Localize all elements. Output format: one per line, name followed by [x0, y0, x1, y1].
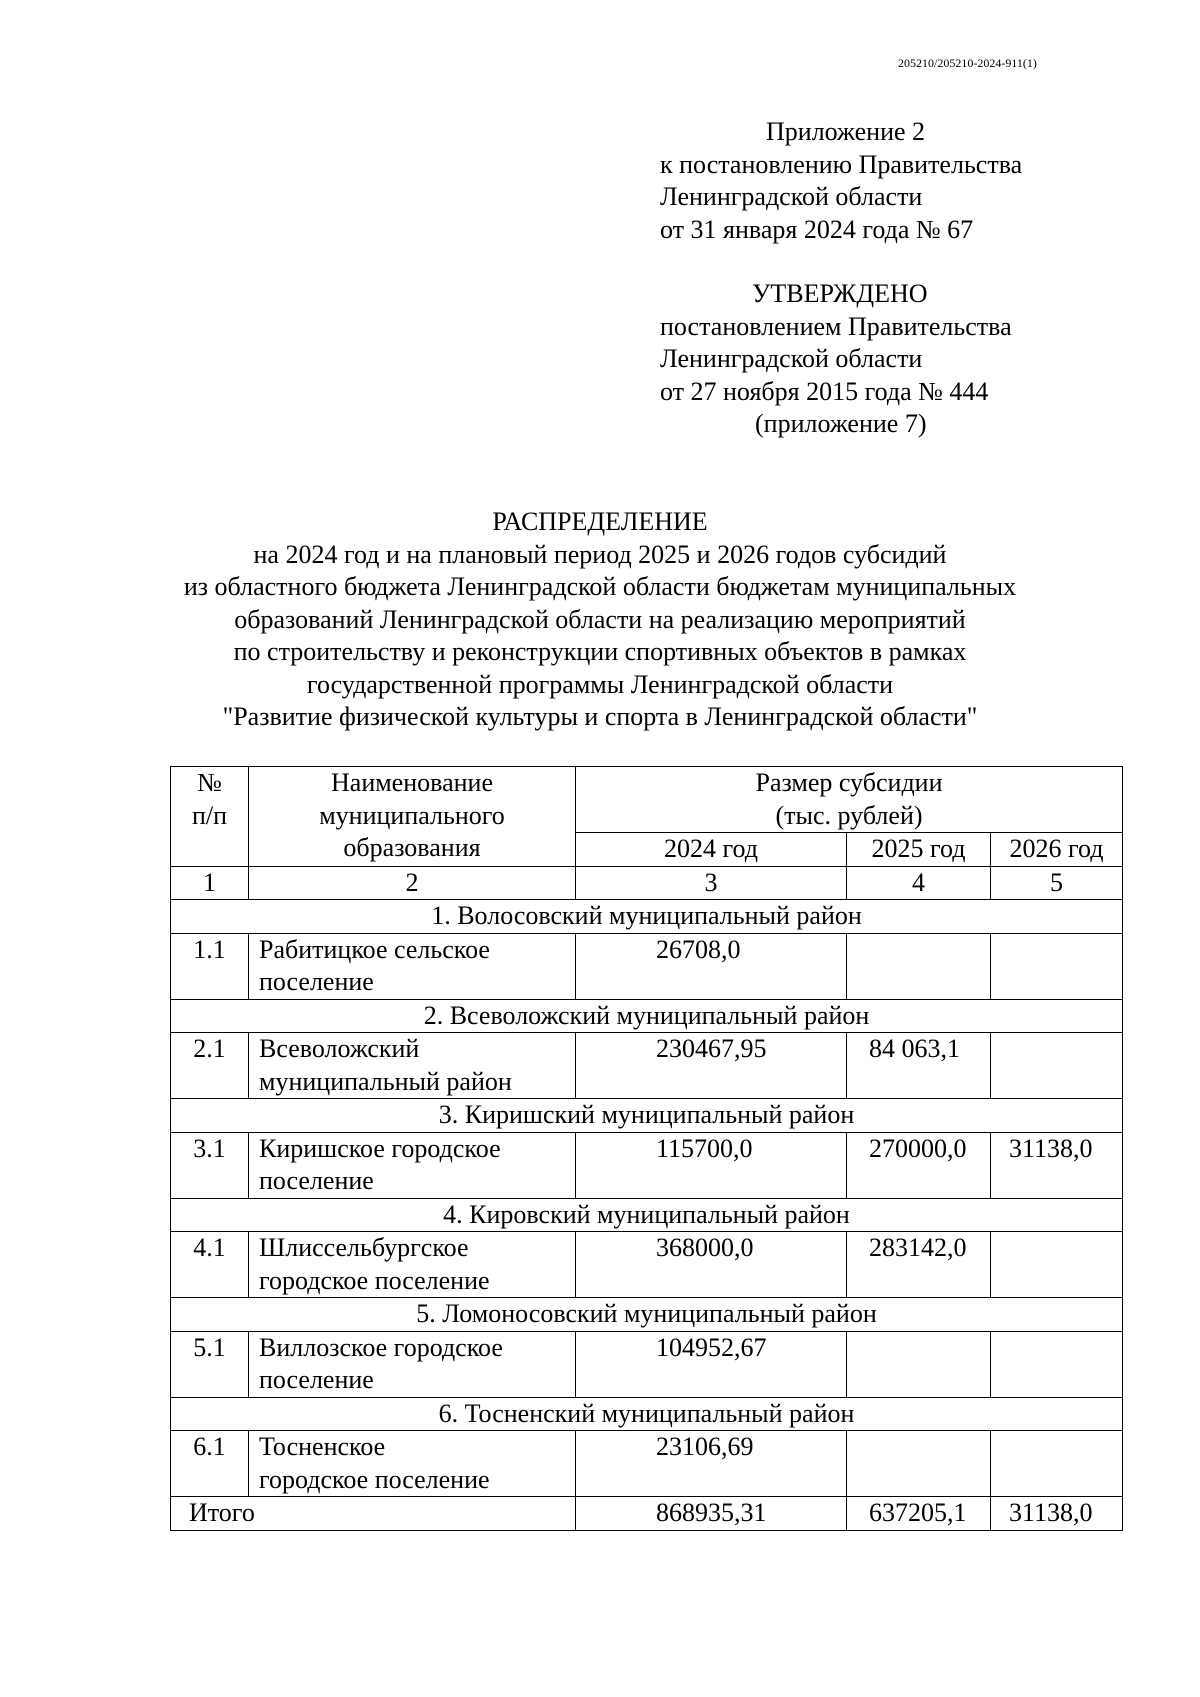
header-subsidy-size-cell: [576, 767, 1123, 833]
row-municipality-name: [249, 1232, 576, 1298]
district-group-row: [171, 900, 1123, 934]
row-value-2025: [847, 933, 991, 999]
row-value-2024: 368000,0: [576, 1232, 847, 1298]
appendix-line: Приложение 2: [766, 117, 926, 146]
row-number: 2.1: [171, 1033, 249, 1099]
row-value-2026: [991, 1033, 1123, 1099]
table-header-row: [171, 767, 1123, 833]
district-group-row: [171, 1298, 1123, 1332]
row-value-2026: [991, 1331, 1123, 1397]
row-municipality-name: [249, 933, 576, 999]
header-subsidy-line: Размер субсидии: [755, 768, 943, 797]
header-subsidy-line: (тыс. рублей): [775, 800, 923, 830]
column-number: 1: [171, 866, 249, 900]
approval-block: [660, 278, 1080, 441]
name-line: Киришское городское: [259, 1133, 501, 1163]
title-line: РАСПРЕДЕЛЕНИЕ: [492, 507, 708, 536]
table-row: [171, 1232, 1123, 1298]
approval-line: (приложение 7): [755, 409, 927, 438]
row-value-2024: 115700,0: [576, 1132, 847, 1198]
title-line: "Развитие физической культуры и спорта в Ленинградской области": [222, 702, 978, 731]
document-title: [100, 506, 1100, 734]
row-value-2026: 31138,0: [991, 1132, 1123, 1198]
row-value-2024: 23106,69: [576, 1431, 847, 1497]
district-title: 3. Киришский муниципальный район: [171, 1099, 1123, 1133]
header-name-cell: [249, 767, 576, 867]
column-numbers-row: [171, 866, 1123, 900]
approval-line: Ленинградской области: [660, 344, 923, 373]
row-municipality-name: [249, 1033, 576, 1099]
header-number-cell: [171, 767, 249, 867]
approval-line: УТВЕРЖДЕНО: [752, 279, 928, 308]
district-group-row: [171, 1099, 1123, 1133]
name-line: поселение: [259, 967, 374, 996]
column-number: 2: [249, 866, 576, 900]
table-row: [171, 933, 1123, 999]
name-line: поселение: [259, 1166, 374, 1195]
name-line: Виллозское городское: [259, 1332, 503, 1362]
header-name-line: муниципального: [319, 800, 505, 830]
column-number: 5: [991, 866, 1123, 900]
row-value-2025: 283142,0: [847, 1232, 991, 1298]
title-line: образований Ленинградской области на реализацию мероприятий: [234, 604, 966, 634]
row-value-2026: [991, 933, 1123, 999]
total-value-2025: 637205,1: [847, 1497, 991, 1531]
row-value-2025: [847, 1431, 991, 1497]
row-municipality-name: [249, 1132, 576, 1198]
row-municipality-name: [249, 1331, 576, 1397]
header-year-2024: 2024 год: [576, 833, 847, 867]
total-label: Итого: [171, 1497, 576, 1531]
row-value-2026: [991, 1232, 1123, 1298]
name-line: муниципальный район: [259, 1066, 512, 1096]
name-line: городское поселение: [259, 1265, 490, 1295]
header-number-line: №: [197, 768, 222, 797]
district-title: 1. Волосовский муниципальный район: [171, 900, 1123, 934]
name-line: городское поселение: [259, 1464, 490, 1494]
approval-line: от 27 ноября 2015 года № 444: [660, 376, 989, 406]
row-value-2024: 26708,0: [576, 933, 847, 999]
title-line: из областного бюджета Ленинградской области бюджетам муниципальных: [183, 572, 1017, 601]
name-line: Рабитицкое сельское: [259, 934, 490, 964]
district-group-row: [171, 1397, 1123, 1431]
title-line: по строительству и реконструкции спортивных объектов в рамках: [233, 637, 967, 666]
total-value-2026: 31138,0: [991, 1497, 1123, 1531]
appendix-block: [660, 116, 1080, 246]
total-row: [171, 1497, 1123, 1531]
total-value-2024: 868935,31: [576, 1497, 847, 1531]
table-row: [171, 1431, 1123, 1497]
district-title: 4. Кировский муниципальный район: [171, 1198, 1123, 1232]
header-number-line: п/п: [191, 800, 228, 830]
header-name-line: Наименование: [331, 768, 493, 797]
row-number: 1.1: [171, 933, 249, 999]
table-row: [171, 1132, 1123, 1198]
row-number: 6.1: [171, 1431, 249, 1497]
district-title: 6. Тосненский муниципальный район: [171, 1397, 1123, 1431]
name-line: Шлиссельбургское: [259, 1233, 469, 1262]
table-row: [171, 1033, 1123, 1099]
header-year-2026: 2026 год: [991, 833, 1123, 867]
appendix-line: к постановлению Правительства: [660, 149, 1023, 179]
header-name-line: образования: [343, 833, 481, 862]
row-number: 4.1: [171, 1232, 249, 1298]
row-value-2025: 270000,0: [847, 1132, 991, 1198]
row-value-2024: 230467,95: [576, 1033, 847, 1099]
district-group-row: [171, 999, 1123, 1033]
table-row: [171, 1331, 1123, 1397]
row-number: 5.1: [171, 1331, 249, 1397]
approval-line: постановлением Правительства: [660, 311, 1012, 341]
row-value-2025: [847, 1331, 991, 1397]
district-title: 5. Ломоносовский муниципальный район: [171, 1298, 1123, 1332]
district-title: 2. Всеволожский муниципальный район: [171, 999, 1123, 1033]
title-line: государственной программы Ленинградской области: [306, 669, 894, 699]
name-line: поселение: [259, 1365, 374, 1394]
header-year-2025: 2025 год: [847, 833, 991, 867]
name-line: Тосненское: [259, 1432, 386, 1461]
appendix-line: от 31 января 2024 года № 67: [660, 214, 974, 244]
row-value-2024: 104952,67: [576, 1331, 847, 1397]
name-line: Всеволожский: [259, 1034, 420, 1063]
row-municipality-name: [249, 1431, 576, 1497]
row-value-2026: [991, 1431, 1123, 1497]
title-line: на 2024 год и на плановый период 2025 и 2026 годов субсидий: [253, 539, 947, 569]
column-number: 4: [847, 866, 991, 900]
row-value-2025: 84 063,1: [847, 1033, 991, 1099]
row-number: 3.1: [171, 1132, 249, 1198]
document-id: 205210/205210-2024-911(1): [898, 56, 1037, 70]
district-group-row: [171, 1198, 1123, 1232]
column-number: 3: [576, 866, 847, 900]
subsidy-distribution-table: [170, 766, 1123, 1531]
appendix-line: Ленинградской области: [660, 182, 923, 211]
